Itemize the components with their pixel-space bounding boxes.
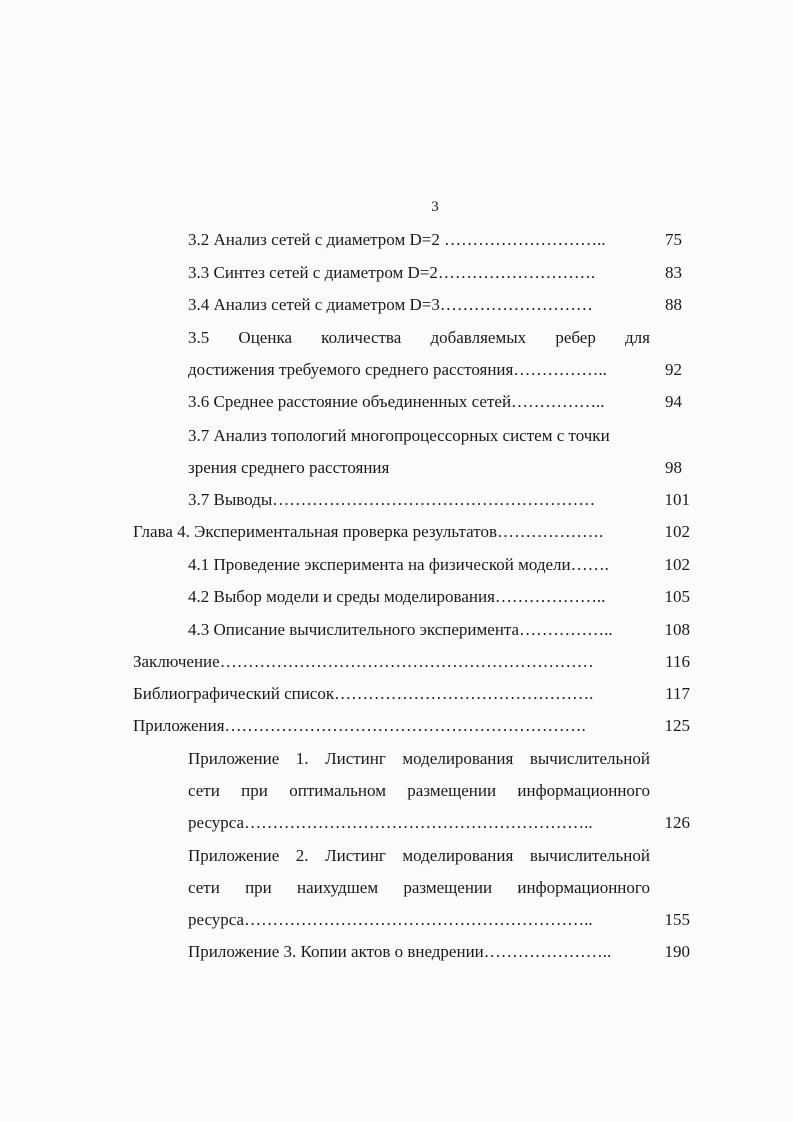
word: при xyxy=(245,878,272,897)
toc-appendix-2-line2 xyxy=(188,878,650,898)
word: ребер xyxy=(555,328,596,347)
toc-entry-3-4: 3.4 Анализ сетей с диаметром D=3……………………… xyxy=(188,295,593,314)
toc-chapter-4: Глава 4. Экспериментальная проверка результатов………………. xyxy=(133,522,604,541)
toc-page-3-6: 94 xyxy=(665,392,682,411)
word: наихудшем xyxy=(297,878,379,897)
toc-page-appendix-1: 126 xyxy=(664,813,690,832)
toc-entry-4-2: 4.2 Выбор модели и среды моделирования……………….. xyxy=(188,587,606,606)
page-number: 3 xyxy=(431,199,439,215)
toc-page-3-2: 75 xyxy=(665,230,682,249)
word: сети xyxy=(188,878,220,897)
toc-appendix-3: Приложение 3. Копии актов о внедрении………………….. xyxy=(188,942,612,961)
toc-appendix-1-line2 xyxy=(188,781,650,801)
word: информационного xyxy=(517,878,650,897)
toc-entry-3-6: 3.6 Среднее расстояние объединенных сетей…………….. xyxy=(188,392,605,411)
toc-bibliography: Библиографический список………………………………………. xyxy=(133,684,594,703)
toc-entry-3-5-line1 xyxy=(188,328,650,348)
word: 2. xyxy=(295,846,309,865)
toc-appendices: Приложения………………………………………………………. xyxy=(133,716,586,735)
word: для xyxy=(625,328,650,347)
word: Приложение xyxy=(188,749,280,768)
word: оптимальном xyxy=(289,781,386,800)
toc-entry-3-7-line2: зрения среднего расстояния xyxy=(188,458,390,477)
word: Оценка xyxy=(238,328,292,347)
word: вычислительной xyxy=(529,846,650,865)
toc-appendix-2-line1 xyxy=(188,846,650,866)
word: количества xyxy=(321,328,402,347)
word: при xyxy=(241,781,268,800)
word: моделирования xyxy=(402,749,514,768)
toc-page-3-7-conclusions: 101 xyxy=(664,490,690,509)
word: размещении xyxy=(403,878,493,897)
toc-page-bibliography: 117 xyxy=(665,684,690,703)
toc-page-4-3: 108 xyxy=(664,620,690,639)
toc-page-conclusion: 116 xyxy=(665,652,690,671)
toc-entry-4-1: 4.1 Проведение эксперимента на физической модели……. xyxy=(188,555,609,574)
word: информационного xyxy=(517,781,650,800)
word: размещении xyxy=(407,781,497,800)
word: 3.5 xyxy=(188,328,210,347)
toc-page-appendix-3: 190 xyxy=(664,942,690,961)
word: сети xyxy=(188,781,220,800)
toc-appendix-1-line1 xyxy=(188,749,650,769)
toc-entry-4-3: 4.3 Описание вычислительного эксперимента…………….. xyxy=(188,620,613,639)
word: добавляемых xyxy=(430,328,527,347)
toc-conclusion: Заключение………………………………………………………… xyxy=(133,652,594,671)
toc-entry-3-2: 3.2 Анализ сетей с диаметром D=2 ……………………….. xyxy=(188,230,606,249)
word: вычислительной xyxy=(529,749,650,768)
word: 1. xyxy=(295,749,309,768)
word: Листинг xyxy=(325,749,386,768)
toc-page-chapter-4: 102 xyxy=(664,522,690,541)
toc-page-appendix-2: 155 xyxy=(664,910,690,929)
word: моделирования xyxy=(402,846,514,865)
toc-appendix-1-line3: ресурса…………………………………………………….. xyxy=(188,813,593,832)
toc-page-3-5: 92 xyxy=(665,360,682,379)
toc-page-4-2: 105 xyxy=(664,587,690,606)
word: Приложение xyxy=(188,846,280,865)
toc-page-4-1: 102 xyxy=(664,555,690,574)
toc-page-3-4: 88 xyxy=(665,295,682,314)
toc-page-appendices: 125 xyxy=(664,716,690,735)
toc-entry-3-3: 3.3 Синтез сетей с диаметром D=2………………………. xyxy=(188,263,596,282)
toc-page-3-7: 98 xyxy=(665,458,682,477)
word: Листинг xyxy=(325,846,386,865)
toc-entry-3-5-line2: достижения требуемого среднего расстояния…………….. xyxy=(188,360,607,379)
toc-entry-3-7-line1: 3.7 Анализ топологий многопроцессорных систем с точки xyxy=(188,426,610,445)
toc-appendix-2-line3: ресурса…………………………………………………….. xyxy=(188,910,593,929)
toc-entry-3-7-conclusions: 3.7 Выводы………………………………………………… xyxy=(188,490,596,509)
toc-page-3-3: 83 xyxy=(665,263,682,282)
